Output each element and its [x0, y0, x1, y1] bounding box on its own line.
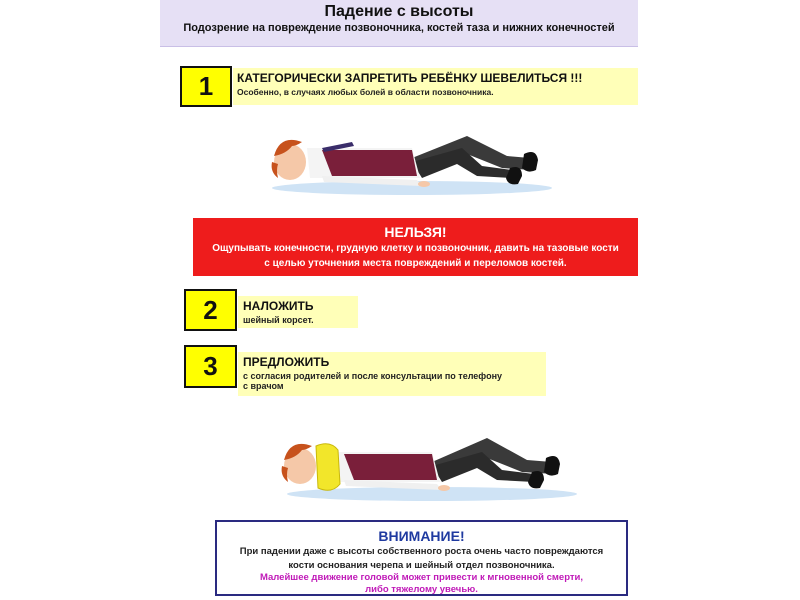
page-title: Падение с высоты	[324, 3, 474, 20]
step-2-number	[184, 289, 237, 331]
step-1-text: Особенно, в случаях любых болей в области позвоночника.	[237, 87, 494, 97]
step-3-line-2: с врачом	[243, 381, 284, 391]
person-lying-illustration	[262, 118, 572, 198]
forbidden-warning	[193, 218, 638, 276]
attention-box	[215, 520, 628, 596]
step-1-number-text: 1	[198, 71, 214, 101]
step-2-note	[238, 296, 358, 328]
step-3-line-1: с согласия родителей и после консультации по телефону	[243, 371, 503, 381]
step-2-number-text: 2	[203, 295, 218, 325]
step-3-note	[238, 352, 546, 396]
forbidden-line-2: с целью уточнения места повреждений и переломов костей.	[264, 258, 567, 269]
attention-heading: ВНИМАНИЕ!	[378, 528, 465, 544]
attention-line-2: кости основания черепа и шейный отдел позвоночника.	[288, 560, 555, 571]
step-3-heading: ПРЕДЛОЖИТЬ	[243, 355, 330, 369]
forbidden-line-1: Ощупывать конечности, грудную клетку и позвоночник, давить на тазовые кости	[212, 243, 619, 254]
step-1-note	[233, 68, 638, 105]
step-3-number-text: 3	[203, 351, 218, 381]
step-2-heading: НАЛОЖИТЬ	[243, 299, 314, 313]
step-3-number	[184, 345, 237, 388]
forbidden-heading: НЕЛЬЗЯ!	[384, 224, 447, 240]
person-with-neck-collar-illustration	[272, 420, 592, 504]
step-2-text: шейный корсет.	[243, 315, 314, 325]
header-banner	[160, 0, 638, 47]
attention-line-1: При падении даже с высоты собственного роста очень часто повреждаются	[239, 546, 604, 557]
step-1-number	[180, 66, 232, 107]
page-subtitle: Подозрение на повреждение позвоночника, костей таза и нижних конечностей	[183, 22, 615, 34]
attention-line-3: Малейшее движение головой может привести к мгновенной смерти,	[259, 572, 584, 583]
attention-line-4: либо тяжелому увечью.	[365, 584, 478, 595]
step-1-heading: КАТЕГОРИЧЕСКИ ЗАПРЕТИТЬ РЕБЁНКУ ШЕВЕЛИТЬСЯ !!!	[237, 71, 583, 85]
